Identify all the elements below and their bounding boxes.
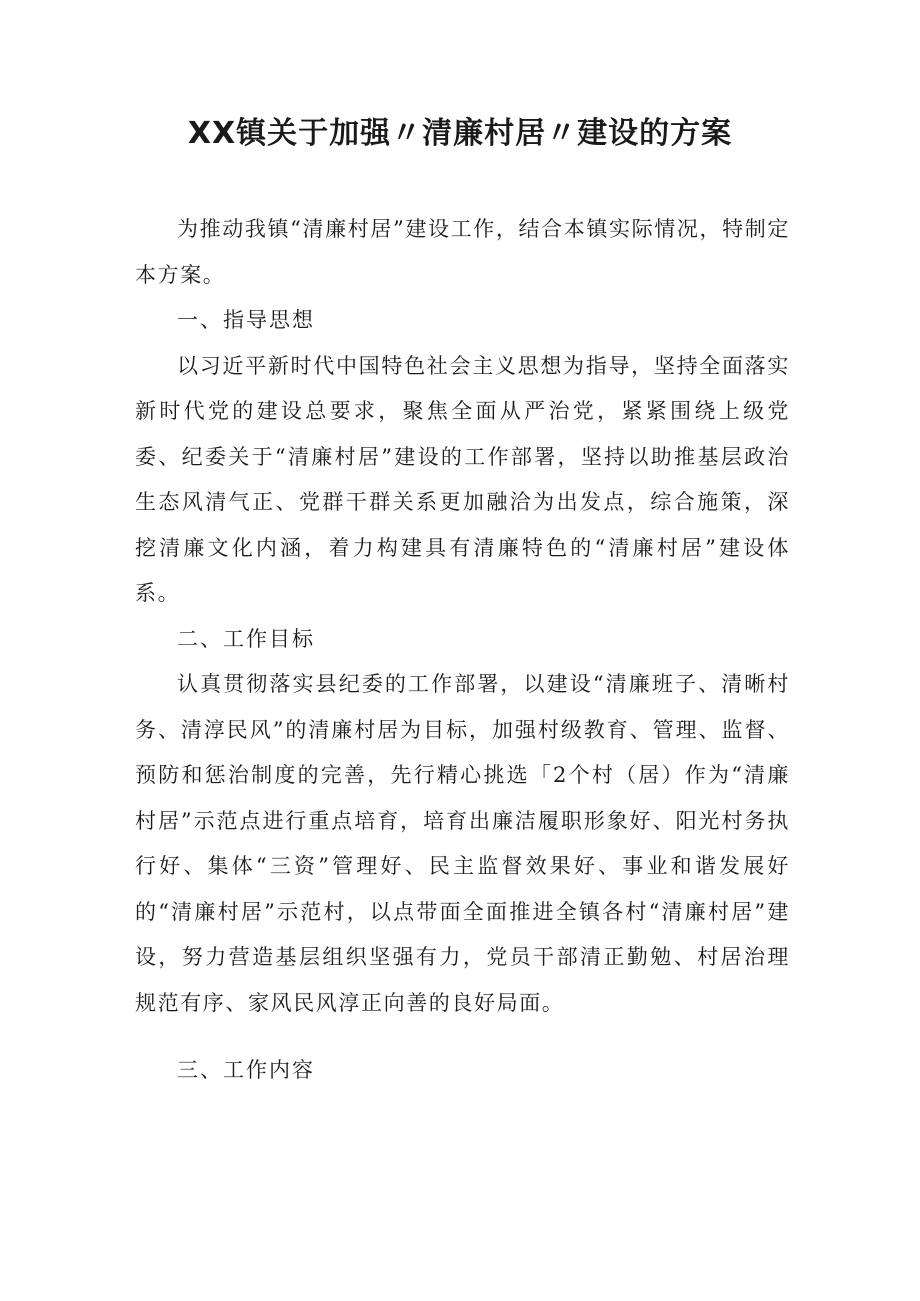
document-title: XX镇关于加强〃清廉村居〃建设的方案 [187, 116, 733, 151]
section-body-guiding-ideology: 以习近平新时代中国特色社会主义思想为指导，坚持全面落实新时代党的建设总要求，聚焦全面从严治党，紧紧围绕上级党委、纪委关于“清廉村居”建设的工作部署，坚持以助推基层政治生态风清气正、党群干群关系更加融洽为出发点，综合施策，深挖清廉文化内涵，着力构建具有清廉特色的“清廉村居”建设体系。 [135, 353, 790, 605]
intro-paragraph: 为推动我镇“清廉村居”建设工作，结合本镇实际情况，特制定本方案。 [135, 217, 790, 287]
section-body-work-goals: 认真贯彻落实县纪委的工作部署，以建设“清廉班子、清晰村务、清淳民风”的清廉村居为目标，加强村级教育、管理、监督、预防和惩治制度的完善，先行精心挑选「2个村（居）作为“清廉村居”示范点进行重点培育，培育出廉洁履职形象好、阳光村务执行好、集体“三资”管理好、民主监督效果好、事业和谐发展好的“清廉村居”示范村，以点带面全面推进全镇各村“清廉村居”建设，努力营造基层组织坚强有力，党员干部清正勤勉、村居治理规范有序、家风民风淳正向善的良好局面。 [135, 672, 790, 1015]
document-body [135, 207, 790, 1094]
section-heading-guiding-ideology: 一、指导思想 [177, 308, 315, 332]
section-heading-work-goals: 二、工作目标 [177, 626, 315, 651]
paragraph-spacer [135, 1026, 790, 1048]
section-heading-work-content: 三、工作内容 [177, 1058, 315, 1082]
